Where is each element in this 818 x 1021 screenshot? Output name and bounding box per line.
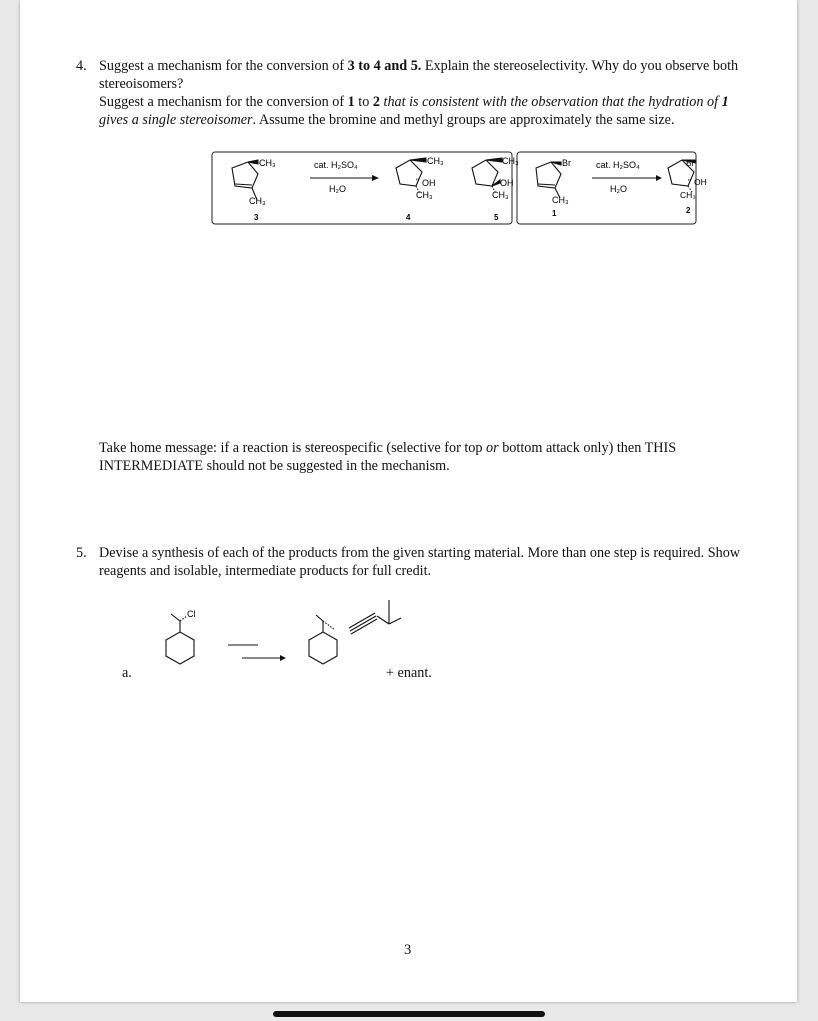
take-home-message [99, 439, 759, 475]
compound-5-label: 5 [494, 213, 499, 222]
q5a-product [309, 600, 401, 664]
scheme-2-arrowhead [656, 175, 662, 181]
q4-text-3: Suggest a mechanism for the conversion of [99, 94, 348, 110]
compound-5-structure [472, 158, 502, 194]
q4-bold-compounds: 3 to 4 and 5. [347, 58, 422, 74]
compound-4-oh: OH [422, 178, 436, 188]
scheme-1-reagent-bottom: H₂O [329, 184, 346, 194]
scheme-2-reagent-bottom: H₂O [610, 184, 627, 194]
compound-2-label: 2 [686, 206, 691, 215]
q4-bold-2: 2 [372, 94, 380, 110]
q4-text: Suggest a mechanism for the conversion of [99, 58, 348, 74]
compound-1-label: 1 [552, 209, 557, 218]
compound-4-structure [396, 158, 426, 194]
question-4-body [99, 57, 759, 129]
q4-bold-italic-1: 1 [721, 94, 729, 110]
note-text-a: Take home message: if a reaction is stereospecific (selective for top [99, 440, 487, 456]
scheme-1-arrowhead [372, 175, 379, 181]
q4-bold-1: 1 [347, 94, 355, 110]
question-4-number: 4. [76, 58, 87, 74]
compound-1-br: Br [562, 158, 571, 168]
compound-3-ch3-top: CH₃ [259, 158, 276, 168]
compound-3-label: 3 [254, 213, 259, 222]
q4-italic-2: gives a single stereoisomer [99, 112, 253, 128]
q5a-structures [135, 600, 395, 680]
compound-5-oh: OH [500, 178, 514, 188]
q4-text-5: . Assume the bromine and methyl groups are approximately the same size. [252, 112, 675, 128]
q5a-starting-material [166, 614, 194, 664]
compound-1-ch3: CH₃ [552, 195, 569, 205]
question-4-para-2 [99, 93, 759, 129]
compound-2-ch3: CH₃ [680, 190, 696, 200]
compound-1-structure [536, 162, 561, 198]
compound-5-ch3-top: CH₃ [502, 156, 519, 166]
note-text-b: bottom attack only) then THIS INTERMEDIATE should not be suggested in the mechanism. [99, 440, 677, 474]
compound-2-oh-dashes: '' [688, 177, 692, 187]
scheme-1-reagent-top: cat. H₂SO₄ [314, 160, 358, 170]
compound-4-ch3-bottom: CH₃ [416, 190, 433, 200]
q4-text-2: Explain the stereoselectivity. Why do you observe both stereoisomers? [99, 58, 739, 92]
compound-4-oh-dashes: '' [416, 177, 420, 187]
question-5-body: Devise a synthesis of each of the products from the given starting material. More than one step is required. Show reagents and isolable, intermediate products for full credit. [99, 545, 741, 579]
q5a-cl: Cl [187, 609, 196, 619]
compound-5-ch3-bottom: CH₃ [492, 190, 509, 200]
scheme-2-reagent-top: cat. H₂SO₄ [596, 160, 640, 170]
page-number: 3 [404, 942, 412, 958]
compound-2-br: Br [686, 158, 695, 168]
compound-3-ch3-bottom: CH₃ [249, 196, 266, 206]
part-a-label: a. [122, 665, 132, 681]
question-5-number: 5. [76, 545, 87, 561]
question-4-para-1 [99, 57, 759, 93]
reaction-schemes [210, 150, 707, 228]
compound-3-structure [232, 160, 258, 200]
q5a-enant-label: + enant. [386, 665, 432, 681]
q4-text-4: to [354, 94, 373, 110]
q4-italic: that is consistent with the observation that the hydration of [379, 94, 722, 110]
home-indicator[interactable] [273, 1011, 545, 1017]
compound-4-ch3-top: CH₃ [427, 156, 444, 166]
document-page [20, 0, 797, 1002]
q5a-arrowhead [280, 655, 286, 661]
compound-4-label: 4 [406, 213, 411, 222]
note-text-or: or [486, 440, 499, 456]
compound-2-oh: OH [694, 177, 707, 187]
